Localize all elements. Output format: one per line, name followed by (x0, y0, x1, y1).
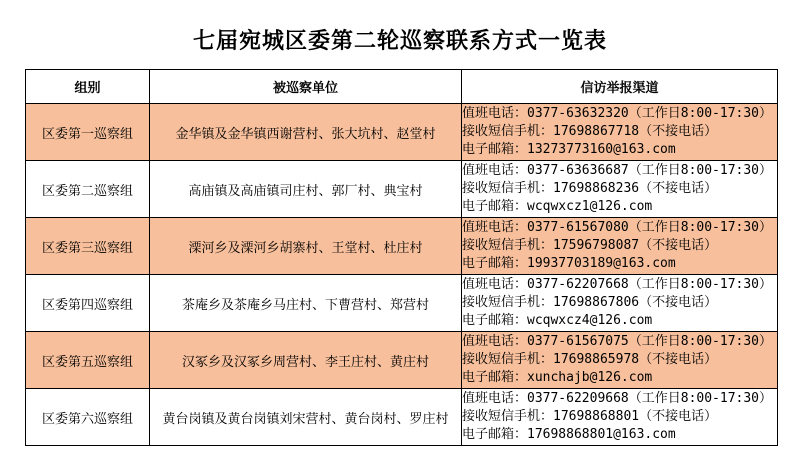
duty-phone: 值班电话：0377-62207668（工作日8:00-17:30） (462, 277, 773, 292)
contact-table (25, 69, 778, 446)
duty-phone: 值班电话：0377-63636687（工作日8:00-17:30） (462, 163, 773, 178)
table-row (26, 332, 778, 389)
sms-mobile: 接收短信手机：17698867718（不接电话） (462, 124, 718, 139)
email-address: 电子邮箱：wcqwxcz4@126.com (462, 313, 653, 328)
sms-mobile: 接收短信手机：17698868236（不接电话） (462, 181, 718, 196)
group-cell: 区委第六巡察组 (26, 389, 150, 446)
duty-phone: 值班电话：0377-62209668（工作日8:00-17:30） (462, 391, 773, 406)
table-row (26, 161, 778, 218)
sms-mobile: 接收短信手机：17698867806（不接电话） (462, 295, 718, 310)
email-address: 电子邮箱：17698868801@163.com (462, 427, 676, 442)
header-group: 组别 (26, 70, 150, 104)
channel-cell (462, 332, 778, 389)
header-unit: 被巡察单位 (150, 70, 462, 104)
duty-phone: 值班电话：0377-61567075（工作日8:00-17:30） (462, 334, 773, 349)
unit-cell: 高庙镇及高庙镇司庄村、郭厂村、典宝村 (150, 161, 462, 218)
email-address: 电子邮箱：19937703189@163.com (462, 256, 676, 271)
unit-cell: 溧河乡及溧河乡胡寨村、王堂村、杜庄村 (150, 218, 462, 275)
group-cell: 区委第五巡察组 (26, 332, 150, 389)
unit-cell: 金华镇及金华镇西谢营村、张大坑村、赵堂村 (150, 104, 462, 161)
table-row (26, 104, 778, 161)
table-row (26, 275, 778, 332)
email-address: 电子邮箱：xunchajb@126.com (462, 370, 653, 385)
channel-cell (462, 104, 778, 161)
table-header-row (26, 70, 778, 104)
email-address: 电子邮箱：wcqwxcz1@126.com (462, 199, 653, 214)
channel-cell (462, 389, 778, 446)
duty-phone: 值班电话：0377-63632320（工作日8:00-17:30） (462, 106, 773, 121)
group-cell: 区委第一巡察组 (26, 104, 150, 161)
table-row (26, 218, 778, 275)
duty-phone: 值班电话：0377-61567080（工作日8:00-17:30） (462, 220, 773, 235)
table-row (26, 389, 778, 446)
unit-cell: 汉冢乡及汉冢乡周营村、李王庄村、黄庄村 (150, 332, 462, 389)
group-cell: 区委第四巡察组 (26, 275, 150, 332)
sms-mobile: 接收短信手机：17698865978（不接电话） (462, 352, 718, 367)
unit-cell: 黄台岗镇及黄台岗镇刘宋营村、黄台岗村、罗庄村 (150, 389, 462, 446)
channel-cell (462, 161, 778, 218)
page-title: 七届宛城区委第二轮巡察联系方式一览表 (192, 28, 607, 54)
sms-mobile: 接收短信手机：17596798087（不接电话） (462, 238, 718, 253)
channel-cell (462, 275, 778, 332)
sms-mobile: 接收短信手机：17698868801（不接电话） (462, 409, 718, 424)
header-channel: 信访举报渠道 (462, 70, 778, 104)
group-cell: 区委第三巡察组 (26, 218, 150, 275)
email-address: 电子邮箱：13273773160@163.com (462, 142, 676, 157)
unit-cell: 茶庵乡及茶庵乡马庄村、下曹营村、郑营村 (150, 275, 462, 332)
group-cell: 区委第二巡察组 (26, 161, 150, 218)
channel-cell (462, 218, 778, 275)
